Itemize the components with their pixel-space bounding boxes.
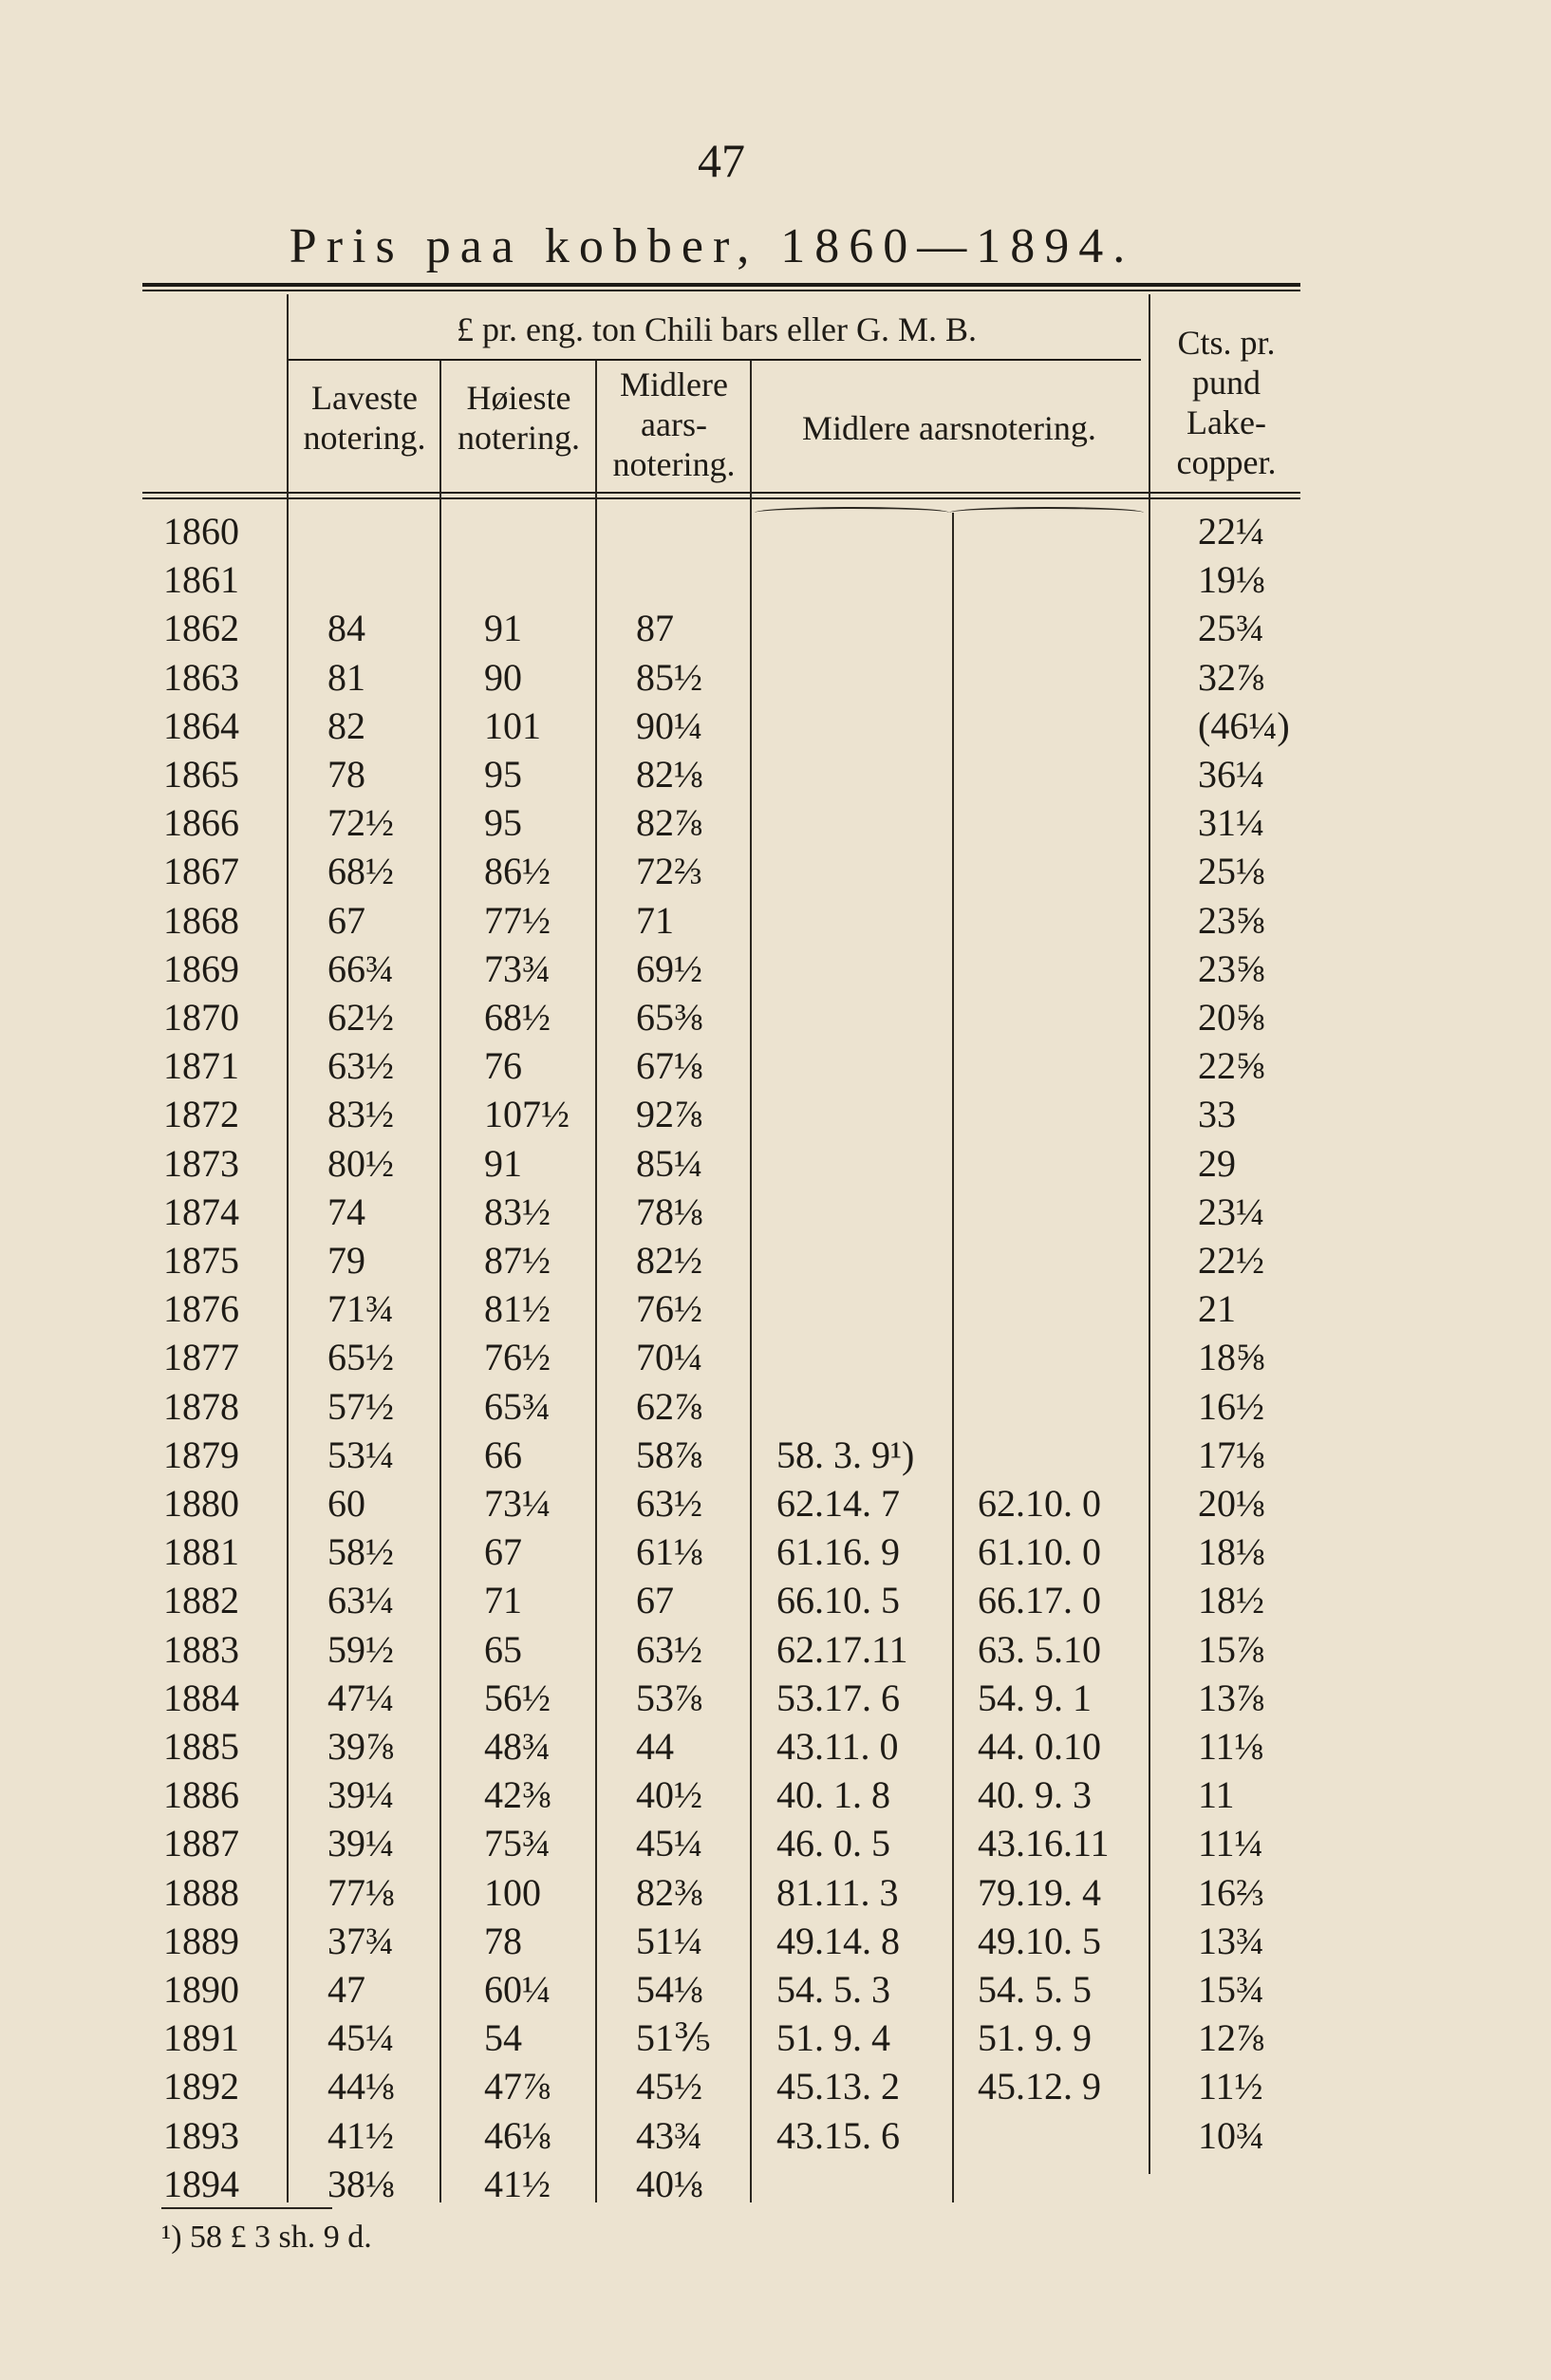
aarsnotering-b-cell: 79.19. 4 bbox=[978, 1870, 1101, 1914]
hoieste-cell: 73¾ bbox=[484, 946, 551, 990]
cts-cell: 13¾ bbox=[1198, 1919, 1264, 1962]
cts-cell: 18⅝ bbox=[1198, 1336, 1264, 1379]
cts-cell: 18⅛ bbox=[1198, 1530, 1264, 1574]
year-cell: 1885 bbox=[163, 1725, 239, 1768]
year-cell: 1881 bbox=[163, 1530, 239, 1574]
col-line-6 bbox=[1149, 294, 1150, 2174]
midlere-cell: 53⅞ bbox=[636, 1676, 702, 1719]
laveste-cell: 47¼ bbox=[327, 1676, 394, 1719]
midlere-cell: 63½ bbox=[636, 1482, 702, 1525]
cts-cell: 21 bbox=[1198, 1287, 1236, 1331]
year-cell: 1893 bbox=[163, 2113, 239, 2157]
year-cell: 1867 bbox=[163, 850, 239, 893]
hoieste-cell: 47⅞ bbox=[484, 2065, 551, 2108]
year-cell: 1874 bbox=[163, 1190, 239, 1233]
midlere-cell: 65⅜ bbox=[636, 996, 702, 1039]
midlere-cell: 82½ bbox=[636, 1239, 702, 1282]
midlere-cell: 67⅛ bbox=[636, 1044, 702, 1088]
cts-cell: 36¼ bbox=[1198, 753, 1264, 796]
col-line-3 bbox=[595, 361, 597, 2202]
laveste-cell: 78 bbox=[327, 753, 365, 796]
aarsnotering-b-cell: 54. 5. 5 bbox=[978, 1968, 1092, 2011]
aarsnotering-a-cell: 43.11. 0 bbox=[776, 1725, 899, 1768]
cts-cell: 29 bbox=[1198, 1141, 1236, 1185]
laveste-cell: 77⅛ bbox=[327, 1870, 394, 1914]
laveste-cell: 74 bbox=[327, 1190, 365, 1233]
midlere-cell: 92⅞ bbox=[636, 1093, 702, 1136]
year-cell: 1889 bbox=[163, 1919, 239, 1962]
hoieste-cell: 75¾ bbox=[484, 1822, 551, 1865]
cts-cell: 23¼ bbox=[1198, 1190, 1264, 1233]
laveste-cell: 37¾ bbox=[327, 1919, 394, 1962]
aarsnotering-b-cell: 44. 0.10 bbox=[978, 1725, 1101, 1768]
cts-cell: 10¾ bbox=[1198, 2113, 1264, 2157]
cts-cell: 22⅝ bbox=[1198, 1044, 1264, 1088]
hoieste-cell: 76½ bbox=[484, 1336, 551, 1379]
aarsnotering-a-cell: 58. 3. 9¹) bbox=[776, 1433, 915, 1476]
hoieste-cell: 83½ bbox=[484, 1190, 551, 1233]
aarsnotering-b-cell: 54. 9. 1 bbox=[978, 1676, 1092, 1719]
hoieste-cell: 66 bbox=[484, 1433, 522, 1476]
hoieste-cell: 41½ bbox=[484, 2162, 551, 2205]
cts-cell: 31¼ bbox=[1198, 801, 1264, 845]
laveste-cell: 71¾ bbox=[327, 1287, 394, 1331]
footnote-rule bbox=[161, 2207, 332, 2209]
laveste-cell: 72½ bbox=[327, 801, 394, 845]
year-cell: 1884 bbox=[163, 1676, 239, 1719]
midlere-cell: 40⅛ bbox=[636, 2162, 702, 2205]
year-cell: 1864 bbox=[163, 703, 239, 747]
laveste-cell: 68½ bbox=[327, 850, 394, 893]
aarsnotering-b-cell: 40. 9. 3 bbox=[978, 1773, 1092, 1817]
aarsnotering-a-cell: 40. 1. 8 bbox=[776, 1773, 890, 1817]
year-cell: 1892 bbox=[163, 2065, 239, 2108]
hoieste-cell: 107½ bbox=[484, 1093, 570, 1136]
year-cell: 1873 bbox=[163, 1141, 239, 1185]
hoieste-cell: 71 bbox=[484, 1579, 522, 1622]
year-cell: 1887 bbox=[163, 1822, 239, 1865]
aarsnotering-a-cell: 62.14. 7 bbox=[776, 1482, 900, 1525]
laveste-cell: 83½ bbox=[327, 1093, 394, 1136]
laveste-cell: 39¼ bbox=[327, 1822, 394, 1865]
midlere-cell: 82⅛ bbox=[636, 753, 702, 796]
hoieste-cell: 91 bbox=[484, 1141, 522, 1185]
aarsnotering-a-cell: 43.15. 6 bbox=[776, 2113, 900, 2157]
aarsnotering-b-cell: 45.12. 9 bbox=[978, 2065, 1101, 2108]
top-rule bbox=[142, 283, 1300, 287]
header-midlere: Midlere aars- notering. bbox=[612, 365, 736, 483]
midlere-cell: 76½ bbox=[636, 1287, 702, 1331]
cts-cell: 12⅞ bbox=[1198, 2016, 1264, 2060]
header-midlere-aarsnotering: Midlere aarsnotering. bbox=[802, 409, 1096, 447]
laveste-cell: 81 bbox=[327, 655, 365, 699]
hoieste-cell: 42⅜ bbox=[484, 1773, 551, 1817]
midlere-cell: 71 bbox=[636, 898, 674, 942]
laveste-cell: 58½ bbox=[327, 1530, 394, 1574]
midlere-cell: 62⅞ bbox=[636, 1384, 702, 1428]
midlere-cell: 51⅗ bbox=[636, 2016, 711, 2060]
year-cell: 1888 bbox=[163, 1870, 239, 1914]
aarsnotering-a-cell: 45.13. 2 bbox=[776, 2065, 900, 2108]
laveste-cell: 63¼ bbox=[327, 1579, 394, 1622]
midlere-cell: 45½ bbox=[636, 2065, 702, 2108]
hoieste-cell: 101 bbox=[484, 703, 541, 747]
hoieste-cell: 73¼ bbox=[484, 1482, 551, 1525]
laveste-cell: 44⅛ bbox=[327, 2065, 394, 2108]
cts-cell: 13⅞ bbox=[1198, 1676, 1264, 1719]
year-cell: 1875 bbox=[163, 1239, 239, 1282]
year-cell: 1880 bbox=[163, 1482, 239, 1525]
aarsnotering-a-cell: 62.17.11 bbox=[776, 1627, 908, 1671]
hoieste-cell: 81½ bbox=[484, 1287, 551, 1331]
laveste-cell: 47 bbox=[327, 1968, 365, 2011]
hoieste-cell: 54 bbox=[484, 2016, 522, 2060]
footnote: ¹) 58 £ 3 sh. 9 d. bbox=[161, 2220, 372, 2255]
midlere-cell: 54⅛ bbox=[636, 1968, 702, 2011]
aarsnotering-b-cell: 66.17. 0 bbox=[978, 1579, 1101, 1622]
year-cell: 1871 bbox=[163, 1044, 239, 1088]
aarsnotering-a-cell: 46. 0. 5 bbox=[776, 1822, 890, 1865]
hoieste-cell: 68½ bbox=[484, 996, 551, 1039]
year-cell: 1878 bbox=[163, 1384, 239, 1428]
midlere-cell: 43¾ bbox=[636, 2113, 702, 2157]
cts-cell: 11¼ bbox=[1198, 1822, 1263, 1865]
hoieste-cell: 77½ bbox=[484, 898, 551, 942]
aarsnotering-a-cell: 51. 9. 4 bbox=[776, 2016, 890, 2060]
year-cell: 1862 bbox=[163, 607, 239, 650]
aarsnotering-b-cell: 62.10. 0 bbox=[978, 1482, 1101, 1525]
laveste-cell: 60 bbox=[327, 1482, 365, 1525]
hoieste-cell: 65 bbox=[484, 1627, 522, 1671]
aarsnotering-a-cell: 81.11. 3 bbox=[776, 1870, 899, 1914]
laveste-cell: 38⅛ bbox=[327, 2162, 394, 2205]
cts-cell: 11 bbox=[1198, 1773, 1235, 1817]
header-rule bbox=[142, 492, 1300, 494]
year-cell: 1882 bbox=[163, 1579, 239, 1622]
year-cell: 1860 bbox=[163, 510, 239, 553]
hoieste-cell: 60¼ bbox=[484, 1968, 551, 2011]
year-cell: 1883 bbox=[163, 1627, 239, 1671]
cts-cell: 23⅝ bbox=[1198, 898, 1264, 942]
midlere-cell: 87 bbox=[636, 607, 674, 650]
year-cell: 1879 bbox=[163, 1433, 239, 1476]
cts-cell: 15¾ bbox=[1198, 1968, 1264, 2011]
col-line-5 bbox=[952, 513, 954, 2202]
laveste-cell: 41½ bbox=[327, 2113, 394, 2157]
cts-cell: 22½ bbox=[1198, 1239, 1264, 1282]
aarsnotering-b-cell: 51. 9. 9 bbox=[978, 2016, 1092, 2060]
cts-cell: (46¼) bbox=[1198, 703, 1290, 747]
midlere-cell: 63½ bbox=[636, 1627, 702, 1671]
midlere-cell: 67 bbox=[636, 1579, 674, 1622]
cts-cell: 15⅞ bbox=[1198, 1627, 1264, 1671]
header-cts: Cts. pr. pund Lake- copper. bbox=[1176, 324, 1277, 481]
laveste-cell: 57½ bbox=[327, 1384, 394, 1428]
aarsnotering-a-cell: 66.10. 5 bbox=[776, 1579, 900, 1622]
laveste-cell: 82 bbox=[327, 703, 365, 747]
header-rule-thin bbox=[142, 497, 1300, 499]
hoieste-cell: 86½ bbox=[484, 850, 551, 893]
header-group: £ pr. eng. ton Chili bars eller G. M. B. bbox=[457, 310, 977, 348]
top-rule-thin bbox=[142, 290, 1300, 291]
year-cell: 1877 bbox=[163, 1336, 239, 1379]
midlere-cell: 58⅞ bbox=[636, 1433, 702, 1476]
aarsnotering-b-cell: 43.16.11 bbox=[978, 1822, 1110, 1865]
cts-cell: 16½ bbox=[1198, 1384, 1264, 1428]
cts-cell: 11½ bbox=[1198, 2065, 1263, 2108]
cts-cell: 33 bbox=[1198, 1093, 1236, 1136]
hoieste-cell: 67 bbox=[484, 1530, 522, 1574]
laveste-cell: 53¼ bbox=[327, 1433, 394, 1476]
midlere-cell: 70¼ bbox=[636, 1336, 702, 1379]
cts-cell: 18½ bbox=[1198, 1579, 1264, 1622]
midlere-cell: 90¼ bbox=[636, 703, 702, 747]
cts-cell: 22¼ bbox=[1198, 510, 1264, 553]
cts-cell: 17⅛ bbox=[1198, 1433, 1264, 1476]
midlere-cell: 45¼ bbox=[636, 1822, 702, 1865]
year-cell: 1890 bbox=[163, 1968, 239, 2011]
laveste-cell: 62½ bbox=[327, 996, 394, 1039]
laveste-cell: 39⅞ bbox=[327, 1725, 394, 1768]
laveste-cell: 45¼ bbox=[327, 2016, 394, 2060]
cts-cell: 20⅛ bbox=[1198, 1482, 1264, 1525]
cts-cell: 23⅝ bbox=[1198, 946, 1264, 990]
hoieste-cell: 76 bbox=[484, 1044, 522, 1088]
midlere-cell: 61⅛ bbox=[636, 1530, 702, 1574]
year-cell: 1894 bbox=[163, 2162, 239, 2205]
year-cell: 1870 bbox=[163, 996, 239, 1039]
aarsnotering-b-cell: 61.10. 0 bbox=[978, 1530, 1101, 1574]
cts-cell: 20⅝ bbox=[1198, 996, 1264, 1039]
midlere-cell: 44 bbox=[636, 1725, 674, 1768]
cts-cell: 25¾ bbox=[1198, 607, 1264, 650]
page-number: 47 bbox=[698, 134, 745, 187]
aarsnotering-a-cell: 54. 5. 3 bbox=[776, 1968, 890, 2011]
midlere-cell: 78⅛ bbox=[636, 1190, 702, 1233]
brace-left bbox=[755, 507, 949, 518]
hoieste-cell: 65¾ bbox=[484, 1384, 551, 1428]
year-cell: 1886 bbox=[163, 1773, 239, 1817]
hoieste-cell: 90 bbox=[484, 655, 522, 699]
col-line-2 bbox=[439, 361, 441, 2202]
midlere-cell: 82⅜ bbox=[636, 1870, 702, 1914]
brace-right bbox=[949, 507, 1144, 518]
hoieste-cell: 95 bbox=[484, 801, 522, 845]
laveste-cell: 67 bbox=[327, 898, 365, 942]
year-cell: 1866 bbox=[163, 801, 239, 845]
midlere-cell: 40½ bbox=[636, 1773, 702, 1817]
year-cell: 1861 bbox=[163, 558, 239, 602]
midlere-cell: 85¼ bbox=[636, 1141, 702, 1185]
cts-cell: 16⅔ bbox=[1198, 1870, 1264, 1914]
laveste-cell: 63½ bbox=[327, 1044, 394, 1088]
laveste-cell: 59½ bbox=[327, 1627, 394, 1671]
hoieste-cell: 46⅛ bbox=[484, 2113, 551, 2157]
laveste-cell: 84 bbox=[327, 607, 365, 650]
aarsnotering-b-cell: 49.10. 5 bbox=[978, 1919, 1101, 1962]
midlere-cell: 85½ bbox=[636, 655, 702, 699]
col-line-4 bbox=[750, 361, 752, 2202]
midlere-cell: 72⅔ bbox=[636, 850, 702, 893]
hoieste-cell: 87½ bbox=[484, 1239, 551, 1282]
cts-cell: 25⅛ bbox=[1198, 850, 1264, 893]
aarsnotering-b-cell: 63. 5.10 bbox=[978, 1627, 1101, 1671]
year-cell: 1868 bbox=[163, 898, 239, 942]
midlere-cell: 69½ bbox=[636, 946, 702, 990]
year-cell: 1876 bbox=[163, 1287, 239, 1331]
laveste-cell: 39¼ bbox=[327, 1773, 394, 1817]
laveste-cell: 65½ bbox=[327, 1336, 394, 1379]
year-cell: 1863 bbox=[163, 655, 239, 699]
hoieste-cell: 95 bbox=[484, 753, 522, 796]
aarsnotering-a-cell: 61.16. 9 bbox=[776, 1530, 900, 1574]
year-cell: 1872 bbox=[163, 1093, 239, 1136]
hoieste-cell: 91 bbox=[484, 607, 522, 650]
hoieste-cell: 78 bbox=[484, 1919, 522, 1962]
laveste-cell: 79 bbox=[327, 1239, 365, 1282]
laveste-cell: 80½ bbox=[327, 1141, 394, 1185]
year-cell: 1869 bbox=[163, 946, 239, 990]
page-title: Pris paa kobber, 1860—1894. bbox=[289, 219, 1135, 273]
midlere-cell: 51¼ bbox=[636, 1919, 702, 1962]
col-line-1 bbox=[287, 294, 289, 2202]
header-laveste: Laveste notering. bbox=[303, 379, 426, 457]
aarsnotering-a-cell: 53.17. 6 bbox=[776, 1676, 900, 1719]
hoieste-cell: 48¾ bbox=[484, 1725, 551, 1768]
hoieste-cell: 100 bbox=[484, 1870, 541, 1914]
midlere-cell: 82⅞ bbox=[636, 801, 702, 845]
header-hoieste: Høieste notering. bbox=[458, 379, 580, 457]
hoieste-cell: 56½ bbox=[484, 1676, 551, 1719]
year-cell: 1865 bbox=[163, 753, 239, 796]
year-cell: 1891 bbox=[163, 2016, 239, 2060]
cts-cell: 11⅛ bbox=[1198, 1725, 1263, 1768]
group-underline bbox=[287, 359, 1141, 361]
cts-cell: 19⅛ bbox=[1198, 558, 1264, 602]
aarsnotering-a-cell: 49.14. 8 bbox=[776, 1919, 900, 1962]
cts-cell: 32⅞ bbox=[1198, 655, 1264, 699]
laveste-cell: 66¾ bbox=[327, 946, 394, 990]
